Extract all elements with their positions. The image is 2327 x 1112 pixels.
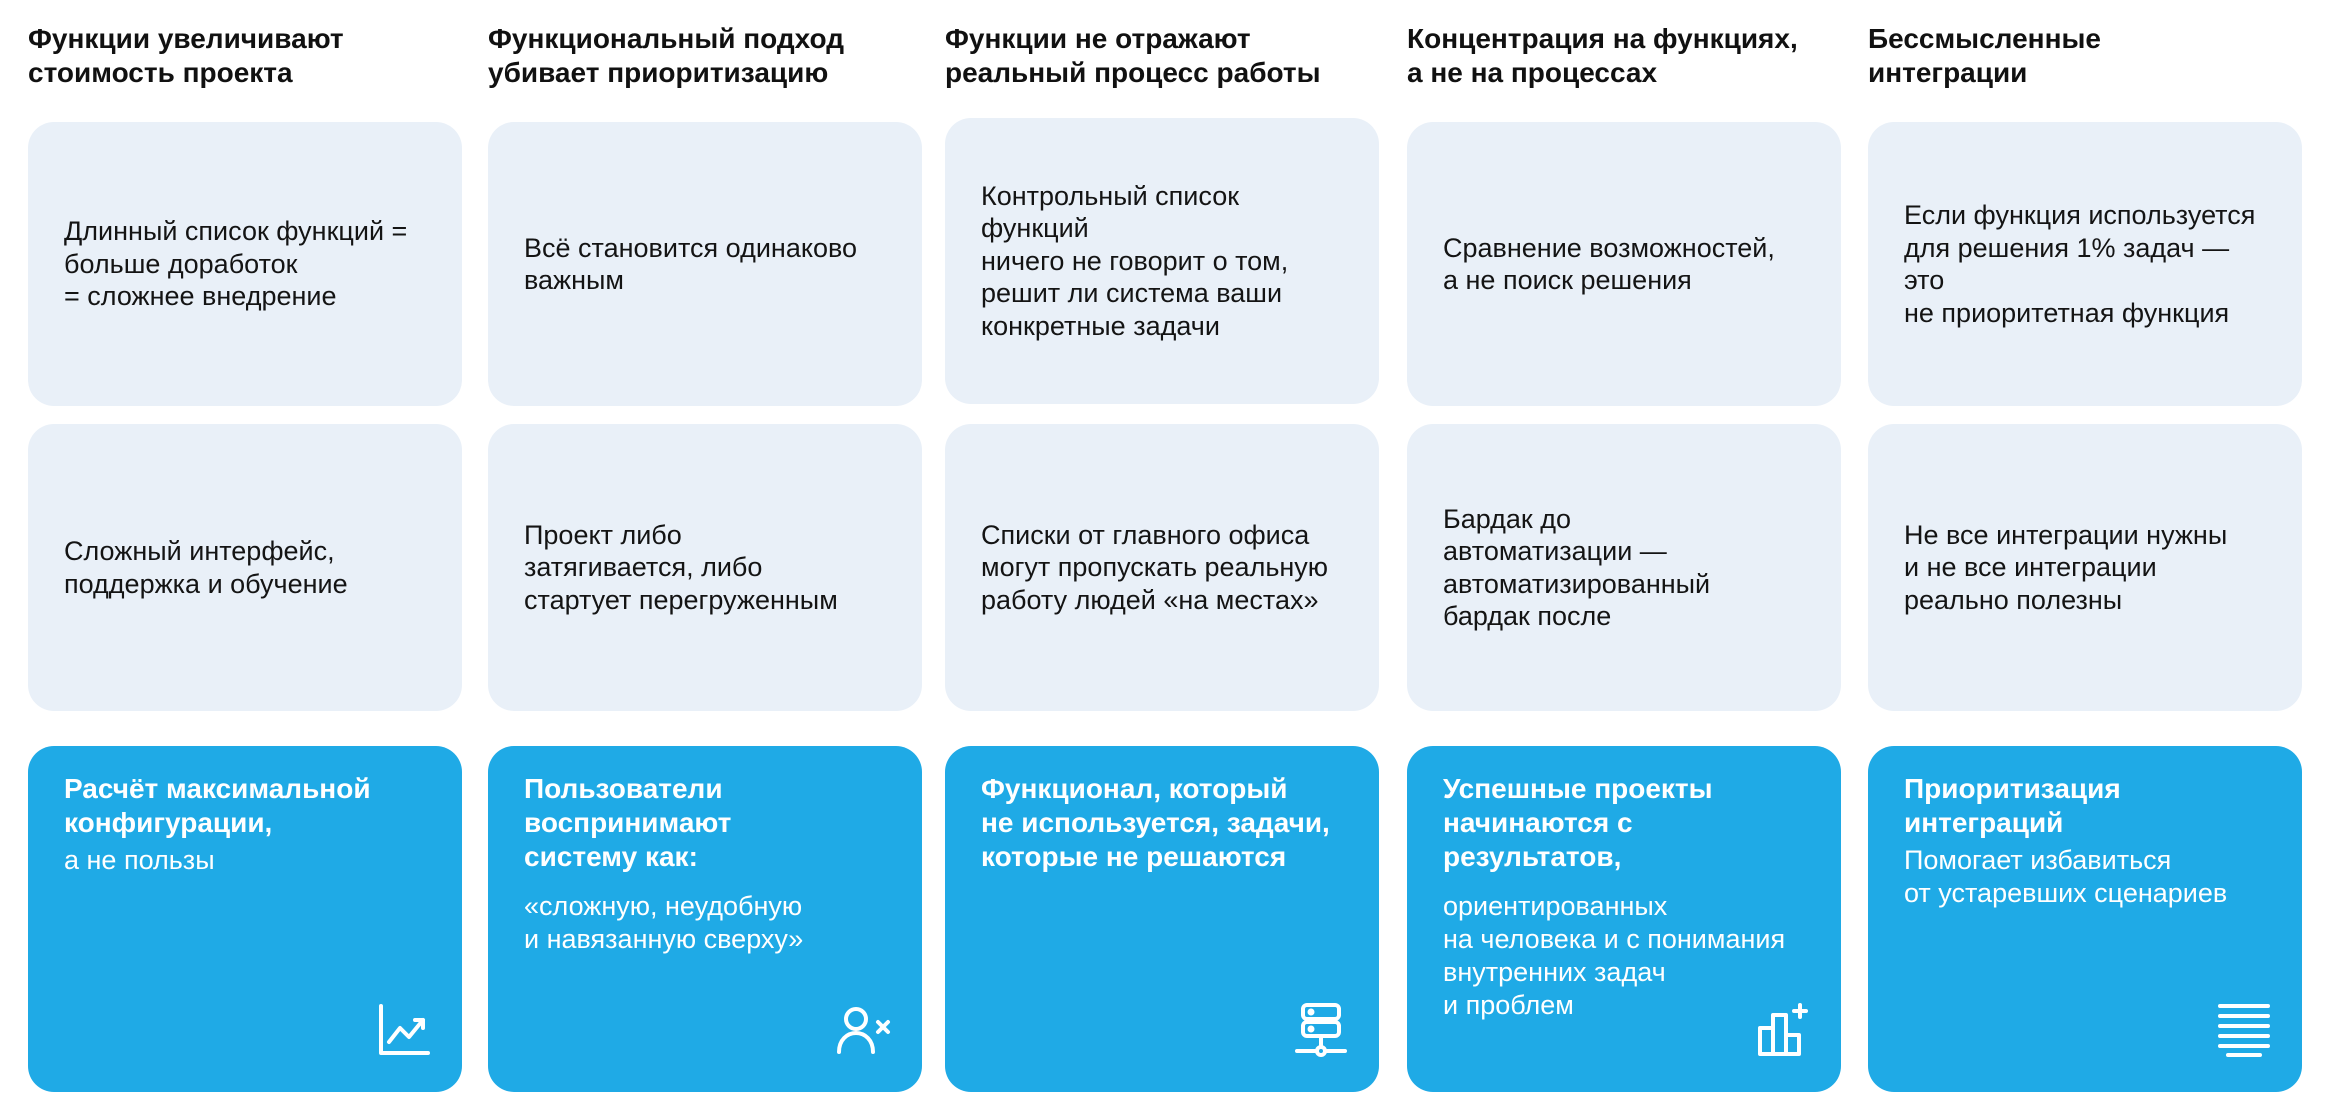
info-card [945, 118, 1379, 404]
card-text: Списки от главного офиса могут пропускать реальную работу людей «на местах» [981, 519, 1329, 615]
column-2 [488, 0, 922, 1112]
result-card [488, 746, 922, 1092]
info-card [1868, 122, 2302, 406]
text-lines-icon [2216, 1002, 2272, 1058]
result-card-text: а не пользы [64, 845, 215, 875]
card-text: Контрольный список функций ничего не говорит о том, решит ли система ваши конкретные задачи [981, 180, 1289, 341]
card-text: Сложный интерфейс, поддержка и обучение [64, 536, 348, 599]
result-card-title: Функционал, который не используется, задачи, которые не решаются [981, 773, 1330, 872]
info-card [1407, 424, 1841, 711]
card-text: Сравнение возможностей, а не поиск решения [1443, 232, 1775, 295]
info-card [1407, 122, 1841, 406]
card-text: Бардак до автоматизации — автоматизированный бардак после [1443, 503, 1711, 631]
column-1 [28, 0, 462, 1112]
info-card [28, 424, 462, 711]
card-text: Не все интеграции нужны и не все интеграции реально полезны [1904, 519, 2228, 615]
line-chart-icon [376, 1002, 432, 1058]
card-text: Длинный список функций = больше доработок = сложнее внедрение [64, 216, 408, 312]
column-title: Функции увеличивают стоимость проекта [28, 23, 344, 88]
bar-chart-plus-icon [1755, 1002, 1811, 1058]
result-card-title: Расчёт максимальной конфигурации, [64, 773, 371, 838]
result-card-title: Пользователи воспринимают систему как: [524, 773, 732, 872]
column-title: Бессмысленные интеграции [1868, 23, 2101, 88]
info-card [1868, 424, 2302, 711]
info-card [488, 424, 922, 711]
user-remove-icon [836, 1002, 892, 1058]
result-card [1407, 746, 1841, 1092]
card-text: Если функция используется для решения 1% задач — это не приоритетная функция [1904, 200, 2256, 328]
column-3 [945, 0, 1379, 1112]
column-title: Концентрация на функциях, а не на процессах [1407, 23, 1798, 88]
result-card [945, 746, 1379, 1092]
result-card-title: Успешные проекты начинаются с результатов, [1443, 773, 1713, 872]
column-title: Функции не отражают реальный процесс работы [945, 23, 1321, 88]
result-card-text: Помогает избавиться от устаревших сценариев [1904, 845, 2228, 908]
info-card [945, 424, 1379, 711]
card-text: Всё становится одинаково важным [524, 232, 858, 295]
result-card-title: Приоритизация интеграций [1904, 773, 2121, 838]
column-4 [1407, 0, 1841, 1112]
server-network-icon [1293, 1002, 1349, 1058]
result-card-text: ориентированных на человека и с понимания внутренних задач и проблем [1443, 891, 1786, 1020]
result-card [28, 746, 462, 1092]
column-5 [1868, 0, 2302, 1112]
card-text: Проект либо затягивается, либо стартует перегруженным [524, 519, 838, 615]
result-card [1868, 746, 2302, 1092]
info-card [28, 122, 462, 406]
info-card [488, 122, 922, 406]
result-card-text: «сложную, неудобную и навязанную сверху» [524, 891, 804, 954]
column-title: Функциональный подход убивает приоритизацию [488, 23, 845, 88]
